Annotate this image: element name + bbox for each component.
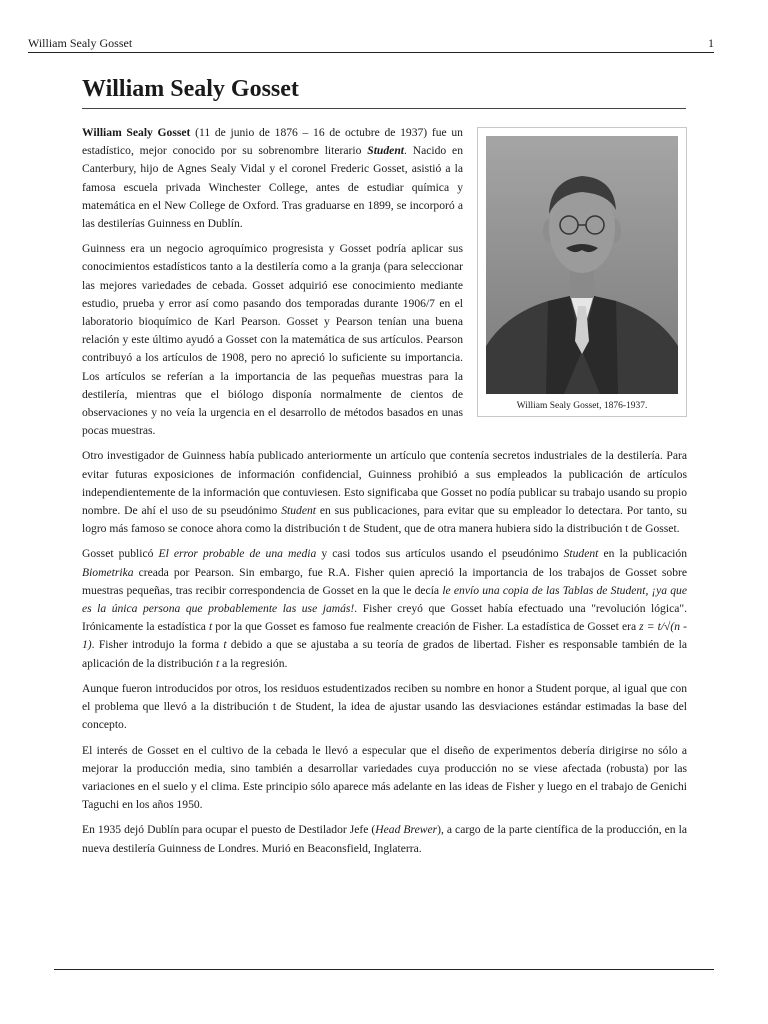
- figure-caption: William Sealy Gosset, 1876-1937.: [516, 401, 648, 411]
- text-span: . Fisher creyó que Gosset había efectuado una "revolución lógica". Irónicamente la estadística: [82, 602, 687, 634]
- formula: z = t/√(n - 1): [82, 620, 687, 652]
- running-header-title: William Sealy Gosset: [28, 36, 133, 50]
- paragraph-pseudonym: [82, 447, 687, 538]
- running-header: [28, 36, 714, 53]
- text-span: . Fisher introdujo la forma: [91, 638, 224, 652]
- journal-name: Biometrika: [82, 565, 134, 579]
- text-span: (11 de junio de 1876 – 16 de octubre de 1937) fue un estadístico, mejor conocido por su sobrenombre literario: [82, 126, 463, 158]
- pseudonym: Student: [281, 504, 316, 518]
- text-span: Otro investigador de Guinness había publicado anteriormente un artículo que contenía secretos industriales de la destilería. Para evitar futuras exposiciones de información confidencial, Guinness prohibió a sus empleados la publicación de artículos independientemente de la información que contuviesen. Esto significaba que Gosset no podía publicar su trabajo usando su propio nombre. De ahí el uso de su pseudónimo: [82, 449, 687, 518]
- role-english: Head Brewer: [375, 823, 438, 837]
- text-span: en la publicación: [598, 547, 687, 561]
- article-body: [82, 124, 687, 865]
- text-span: por la que Gosset es famoso fue realmente creación de Fisher. La estadística de Gosset era: [212, 620, 640, 634]
- pseudonym: Student: [367, 144, 404, 158]
- text-span: y casi todos sus artículos usando el pseudónimo: [316, 547, 564, 561]
- paragraph-london: [82, 821, 687, 857]
- variable-t: t: [223, 638, 227, 652]
- text-span: Gosset publicó: [82, 547, 159, 561]
- footer-rule: [54, 969, 714, 970]
- paragraph-barley: El interés de Gosset en el cultivo de la cebada le llevó a especular que el diseño de experimentos debería dirigirse no sólo a mejorar la producción media, sino también a desarrollar variedades cuya producción no se viese afectada (robusta) por las variaciones en el suelo y el clima. Este principio sólo aparece más adelante en las ideas de Fisher y luego en el trabajo de Genichi Taguchi en los años 1950.: [82, 743, 687, 812]
- paragraph-guinness: Guinness era un negocio agroquímico progresista y Gosset podría aplicar sus conocimientos estadísticos tanto a la destilería como a la granja (para seleccionar las mejores variedades de cebada. Gosset adquirió ese conocimiento mediante estudio, prueba y error así como pasando dos temporadas durante 1906/7 en el laboratorio bioquímico de Karl Pearson. Gosset y Pearson tenían una buena relación y este último ayudó a Gosset con la matemática de sus artículos. Pearson contribuyó a los artículos de 1908, pero no apreció lo suficiente su importancia. Los artículos se referían a la importancia de las pequeñas muestras para la destilería, mientras que el biólogo disponía normalmente de cientos de observaciones y no veía la urgencia en el desarrollo de métodos basados en unas pocas muestras.: [82, 242, 463, 438]
- text-span: . Nacido en Canterbury, hijo de Agnes Sealy Vidal y el coronel Frederic Gosset, asistió a la famosa escuela privada Winchester College, antes de estudiar química y matemática en el New College de Oxford. Tras graduarse en 1899, se incorporó a las destilerías Guinness en Dublín.: [82, 144, 464, 231]
- page-number: 1: [708, 36, 714, 50]
- text-span: ), a cargo de la parte científica de la producción, en la nueva destilería Guinness de Londres. Murió en Beaconsfield, Inglaterra.: [82, 823, 687, 855]
- variable-t: t: [208, 620, 213, 634]
- text-span: a la regresión.: [219, 656, 288, 670]
- work-title: El error probable de una media: [158, 547, 317, 561]
- quote: le envío una copia de las Tablas de Student, ¡ya que es la única persona que probablemente las use jamás!: [82, 583, 687, 616]
- pseudonym: Student: [563, 547, 599, 561]
- portrait-figure: [477, 127, 687, 417]
- paragraph-publications: [82, 545, 687, 672]
- portrait-photo: [486, 136, 678, 394]
- text-span: creada por Pearson. Sin embargo, fue R.A. Fisher quien apreció la importancia de los trabajos de Gosset sobre muestras pequeñas, tras recibir correspondencia de Gosset en la que le decía: [82, 565, 687, 597]
- paragraph-residuals: Aunque fueron introducidos por otros, los residuos estudentizados reciben su nombre en honor a Student porque, al igual que con el problema que llevó a la distribución t de Student, la idea de ajustar usando las desviaciones estándar estimadas la base del concepto.: [82, 681, 687, 732]
- text-span: debido a que se ajustaba a su teoría de grados de libertad. Fisher es responsable también de la aplicación de la distribución: [82, 638, 687, 670]
- portrait-illustration: [486, 136, 678, 394]
- text-span: en sus publicaciones, para evitar que su empleador lo detectara. Por tanto, su logro más famoso se conoce ahora como la distribución t de Student, que de otra manera hubiera sido la distribución t de Gosset.: [82, 504, 687, 536]
- variable-t: t: [215, 656, 220, 670]
- subject-name: William Sealy Gosset: [82, 126, 191, 139]
- text-span: En 1935 dejó Dublín para ocupar el puesto de Destilador Jefe (: [82, 823, 376, 837]
- article-title: William Sealy Gosset: [82, 72, 686, 109]
